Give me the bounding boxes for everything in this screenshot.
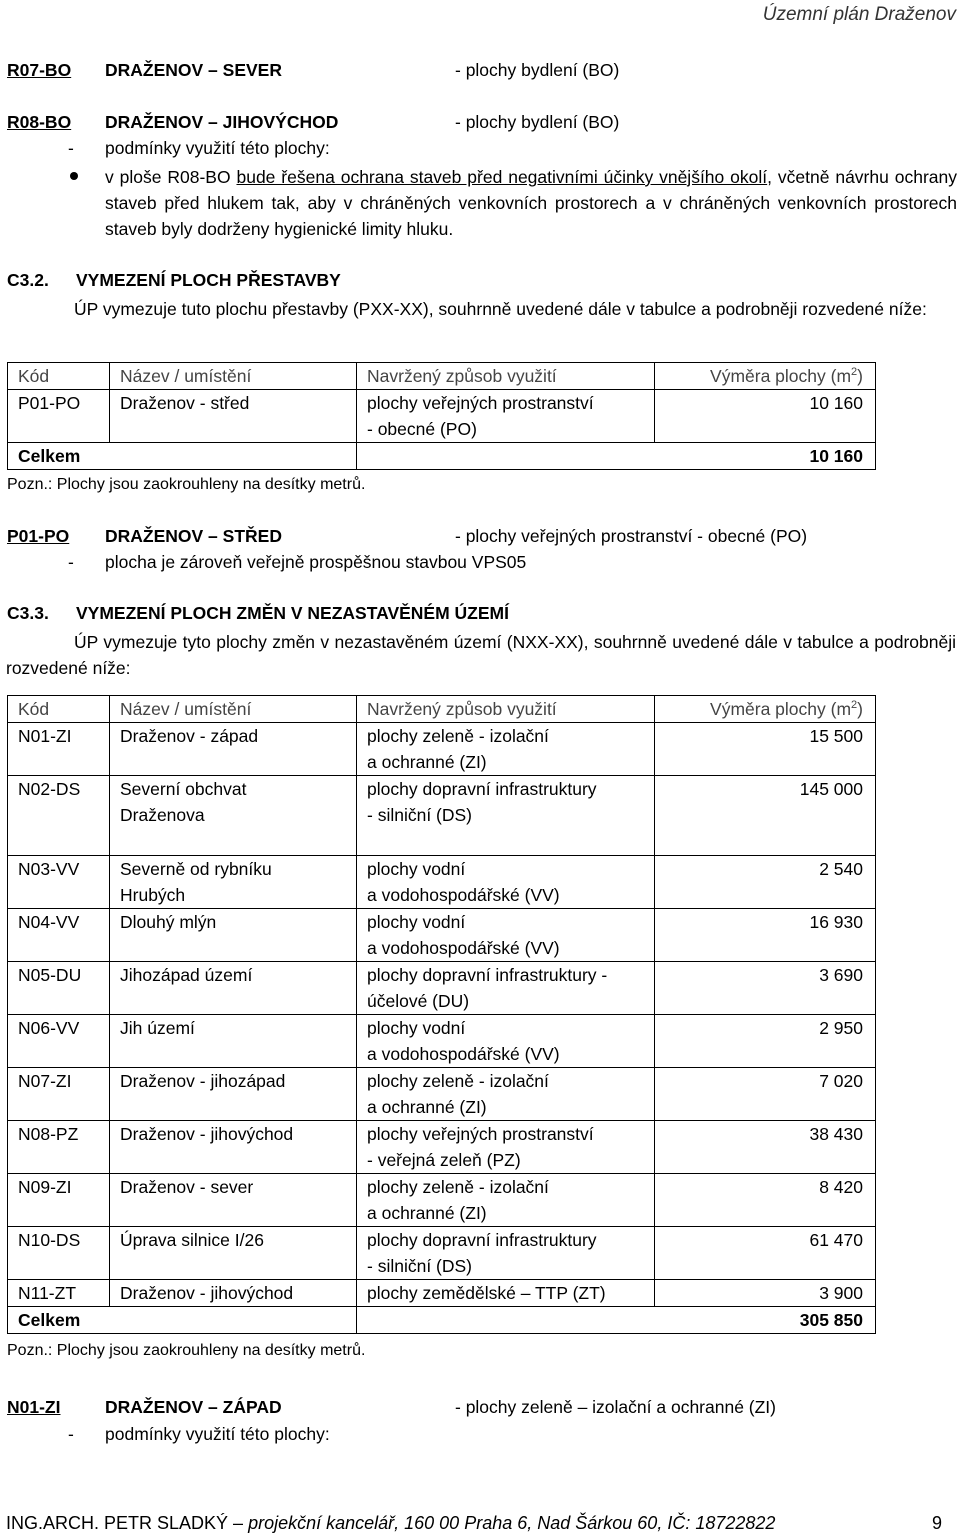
table-header-row	[8, 363, 876, 390]
page-header-title: Územní plán Draženov	[762, 4, 956, 25]
total-label: Celkem	[8, 1307, 357, 1334]
p01-note: plocha je zároveň veřejně prospěšnou stavbou VPS05	[105, 552, 527, 572]
c33-intro: ÚP vymezuje tyto plochy změn v nezastavěném území (NXX-XX), souhrnně uvedené dále v tabulce a podrobněji rozvedené níže:	[6, 632, 956, 678]
r07-code: R07-BO	[7, 60, 72, 80]
table-total-row	[8, 1307, 876, 1334]
col-header-area: Výměra plochy $(m^2)$	[655, 696, 876, 723]
n01-use: - plochy zeleně – izolační a ochranné (ZI)	[455, 1397, 776, 1417]
cell-use: plochy veřejných prostranství - obecné (PO)	[357, 390, 655, 443]
c32-intro: ÚP vymezuje tuto plochu přestavby (PXX-XX), souhrnně uvedené dále v tabulce a podrobněji rozvedené níže:	[74, 299, 927, 319]
cell-area: 10 160	[655, 390, 876, 443]
table-row: N06-VV Jih území plochy vodní a vodohospodářské (VV) 2 950	[8, 1015, 876, 1068]
total-label: Celkem	[8, 443, 357, 470]
p01-code: P01-PO	[7, 526, 70, 546]
table1-note: Pozn.: Plochy jsou zaokrouhleny na desítky metrů.	[7, 476, 366, 493]
c32-heading: VYMEZENÍ PLOCH PŘESTAVBY	[76, 270, 341, 290]
table-row: N05-DU Jihozápad území plochy dopravní infrastruktury - účelové (DU) 3 690	[8, 962, 876, 1015]
cell-name: Draženov - střed	[110, 390, 357, 443]
total-value: 305 850	[655, 1307, 876, 1334]
r08-cond-text: podmínky využití této plochy:	[105, 138, 330, 158]
p01-dash: -	[68, 552, 74, 572]
table-row: N02-DS Severní obchvat Draženova plochy dopravní infrastruktury - silniční (DS) 145 000	[8, 776, 876, 856]
col-header-use: Navržený způsob využití	[357, 363, 655, 390]
r07-use: - plochy bydlení (BO)	[455, 60, 620, 80]
n01-code: N01-ZI	[7, 1397, 61, 1417]
total-value: 10 160	[655, 443, 876, 470]
table-row: N11-ZT Draženov - jihovýchod plochy zemědělské – TTP (ZT) 3 900	[8, 1280, 876, 1307]
table-row: N10-DS Úprava silnice I/26 plochy dopravní infrastruktury - silniční (DS) 61 470	[8, 1227, 876, 1280]
table-row: N07-ZI Draženov - jihozápad plochy zeleně - izolační a ochranné (ZI) 7 020	[8, 1068, 876, 1121]
table2-note: Pozn.: Plochy jsou zaokrouhleny na desítky metrů.	[7, 1342, 366, 1359]
c33-number: C3.3.	[7, 603, 49, 623]
col-header-code: Kód	[8, 696, 110, 723]
page-number: 9	[932, 1513, 943, 1533]
col-header-area: Výměra plochy $(m^2)$	[655, 363, 876, 390]
r07-name: DRAŽENOV – SEVER	[105, 60, 282, 80]
cell-code: P01-PO	[8, 390, 110, 443]
table-row: N01-ZI Draženov - západ plochy zeleně - izolační a ochranné (ZI) 15 500	[8, 723, 876, 776]
table-plochy-prestavby	[7, 362, 876, 470]
r08-name: DRAŽENOV – JIHOVÝCHOD	[105, 112, 339, 132]
n01-dash: -	[68, 1424, 74, 1444]
table-row: N09-ZI Draženov - sever plochy zeleně - izolační a ochranné (ZI) 8 420	[8, 1174, 876, 1227]
n01-cond: podmínky využití této plochy:	[105, 1424, 330, 1444]
page-footer: ING.ARCH. PETR SLADKÝ – projekční kancelář, 160 00 Praha 6, Nad Šárkou 60, IČ: 18722822	[6, 1513, 776, 1533]
table-row: N08-PZ Draženov - jihovýchod plochy veřejných prostranství - veřejná zeleň (PZ) 38 430	[8, 1121, 876, 1174]
bullet-icon	[70, 172, 78, 180]
r08-code: R08-BO	[7, 112, 72, 132]
n01-name: DRAŽENOV – ZÁPAD	[105, 1397, 282, 1417]
table-plochy-zmen	[7, 695, 876, 1334]
table-header-row	[8, 696, 876, 723]
p01-use: - plochy veřejných prostranství - obecné (PO)	[455, 526, 808, 546]
col-header-name: Název / umístění	[110, 363, 357, 390]
table-total-row	[8, 443, 876, 470]
c32-number: C3.2.	[7, 270, 49, 290]
r08-bullet-text: v ploše R08-BO bude řešena ochrana staveb před negativními účinky vnějšího okolí, včetně návrhu ochrany staveb před hlukem tak, aby v chráněných venkovních prostorech a v chráněných venkovních prostorech staveb byly dodrženy hygienické limity hluku.	[105, 167, 958, 239]
c33-heading: VYMEZENÍ PLOCH ZMĚN V NEZASTAVĚNÉM ÚZEMÍ	[76, 603, 509, 623]
col-header-code: Kód	[8, 363, 110, 390]
table-row	[8, 390, 876, 443]
r08-cond-dash: -	[68, 138, 74, 158]
col-header-use: Navržený způsob využití	[357, 696, 655, 723]
r08-use: - plochy bydlení (BO)	[455, 112, 620, 132]
p01-name: DRAŽENOV – STŘED	[105, 526, 282, 546]
col-header-name: Název / umístění	[110, 696, 357, 723]
table-row: N03-VV Severně od rybníku Hrubých plochy vodní a vodohospodářské (VV) 2 540	[8, 856, 876, 909]
table-row: N04-VV Dlouhý mlýn plochy vodní a vodohospodářské (VV) 16 930	[8, 909, 876, 962]
